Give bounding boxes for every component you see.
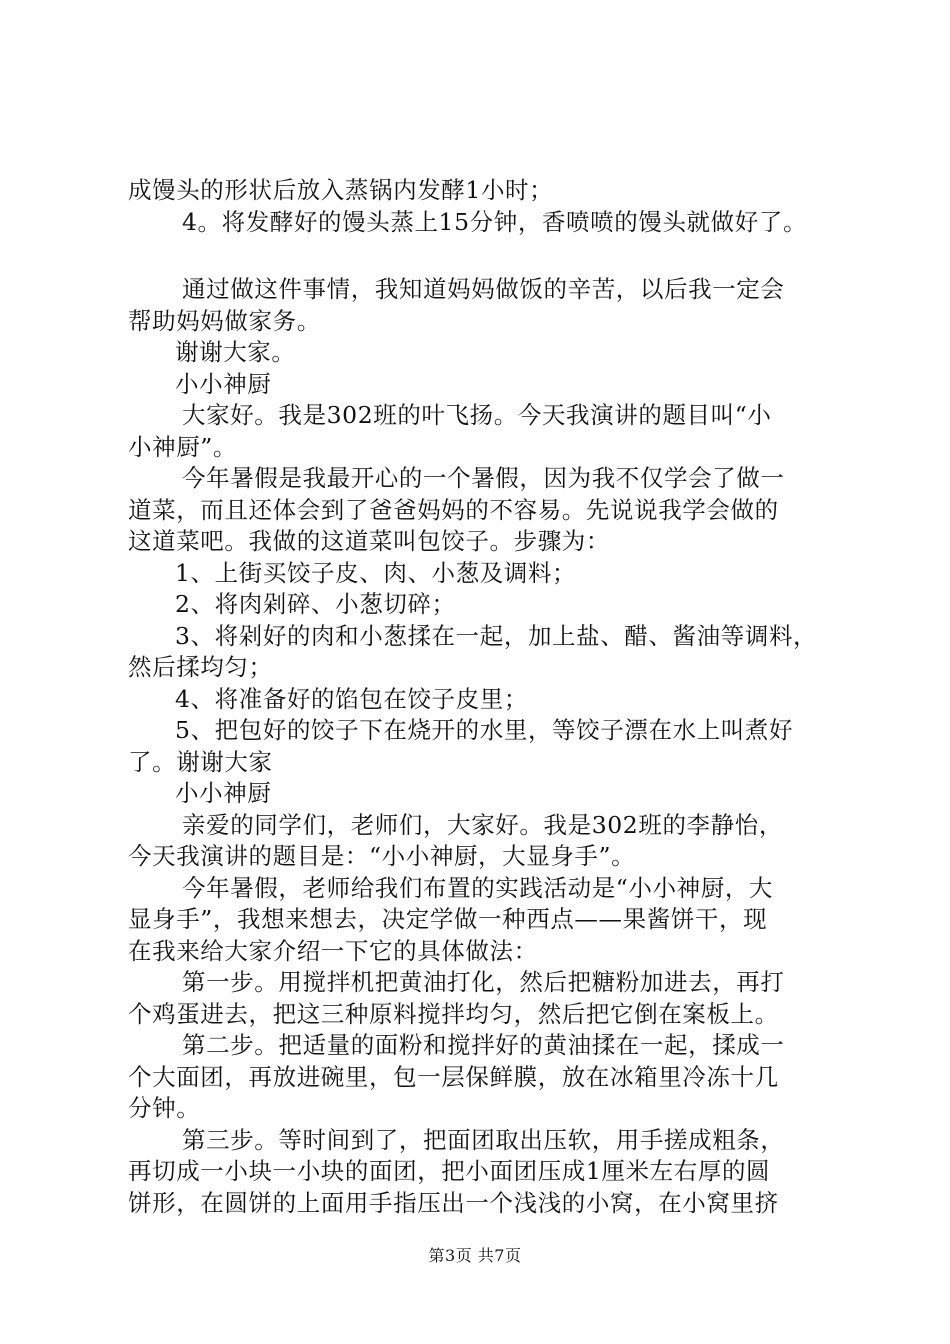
text-line: 今年暑假，老师给我们布置的实践活动是“小小神厨，大 bbox=[182, 873, 774, 902]
text-line: 个大面团，再放进碗里，包一层保鲜膜，放在冰箱里冷冻十几 bbox=[128, 1062, 779, 1091]
text-line: 成馒头的形状后放入蒸锅内发酵1小时； bbox=[128, 176, 554, 204]
text-line: 在我来给大家介绍一下它的具体做法： bbox=[128, 936, 538, 965]
text-line: 第三步。等时间到了，把面团取出压软，用手搓成粗条， bbox=[182, 1125, 785, 1154]
text-line: 亲爱的同学们，老师们，大家好。我是302班的李静怡， bbox=[182, 810, 783, 839]
paragraph-gap bbox=[128, 238, 840, 274]
text-line: 第二步。把适量的面粉和搅拌好的黄油揉在一起，揉成一 bbox=[182, 1031, 785, 1059]
text-line: 分钟。 bbox=[128, 1094, 201, 1122]
text-line: 显身手”，我想来想去，决定学做一种西点——果酱饼干，现 bbox=[128, 905, 768, 933]
list-item: 5、把包好的饺子下在烧开的水里，等饺子漂在水上叫煮好 bbox=[175, 716, 794, 744]
text-line: 帮助妈妈做家务。 bbox=[128, 306, 321, 335]
text-line: 第一步。用搅拌机把黄油打化，然后把糖粉加进去，再打 bbox=[182, 968, 785, 996]
section-title: 小小神厨 bbox=[175, 369, 272, 398]
text-line: 道菜，而且还体会到了爸爸妈妈的不容易。先说说我学会做的 bbox=[128, 495, 779, 524]
text-line: 饼形，在圆饼的上面用手指压出一个浅浅的小窝，在小窝里挤 bbox=[128, 1188, 779, 1217]
list-item: 3、将剁好的肉和小葱揉在一起，加上盐、醋、酱油等调料， bbox=[175, 621, 818, 650]
text-line: 今年暑假是我最开心的一个暑假，因为我不仅学会了做一 bbox=[182, 464, 785, 492]
text-line: 4。将发酵好的馒头蒸上15分钟，香喷喷的馒头就做好了。 bbox=[182, 207, 808, 236]
list-item: 2、将肉剁碎、小葱切碎； bbox=[175, 590, 456, 618]
text-line: 这道菜吧。我做的这道菜叫包饺子。步骤为： bbox=[128, 527, 610, 555]
section-title: 小小神厨 bbox=[175, 779, 272, 807]
text-line: 今天我演讲的题目是：“小小神厨，大显身手”。 bbox=[128, 842, 636, 870]
page-number-footer: 第3页 共7页 bbox=[428, 1246, 522, 1265]
document-body bbox=[128, 175, 840, 1219]
text-line: 再切成一小块一小块的面团，把小面团压成1厘米左右厚的圆 bbox=[128, 1157, 771, 1185]
text-line: 通过做这件事情，我知道妈妈做饭的辛苦，以后我一定会 bbox=[182, 275, 785, 303]
list-item: 4、将准备好的馅包在饺子皮里； bbox=[175, 684, 528, 713]
list-item: 1、上街买饺子皮、肉、小葱及调料； bbox=[175, 558, 577, 587]
text-line: 小神厨”。 bbox=[128, 432, 238, 461]
text-line: 了。谢谢大家 bbox=[128, 747, 273, 776]
text-line: 个鸡蛋进去，把这三种原料搅拌均匀，然后把它倒在案板上。 bbox=[128, 999, 779, 1028]
text-line: 然后揉均匀； bbox=[128, 653, 273, 681]
text-line: 谢谢大家。 bbox=[175, 338, 296, 366]
text-line: 大家好。我是302班的叶飞扬。今天我演讲的题目叫“小 bbox=[182, 401, 772, 429]
